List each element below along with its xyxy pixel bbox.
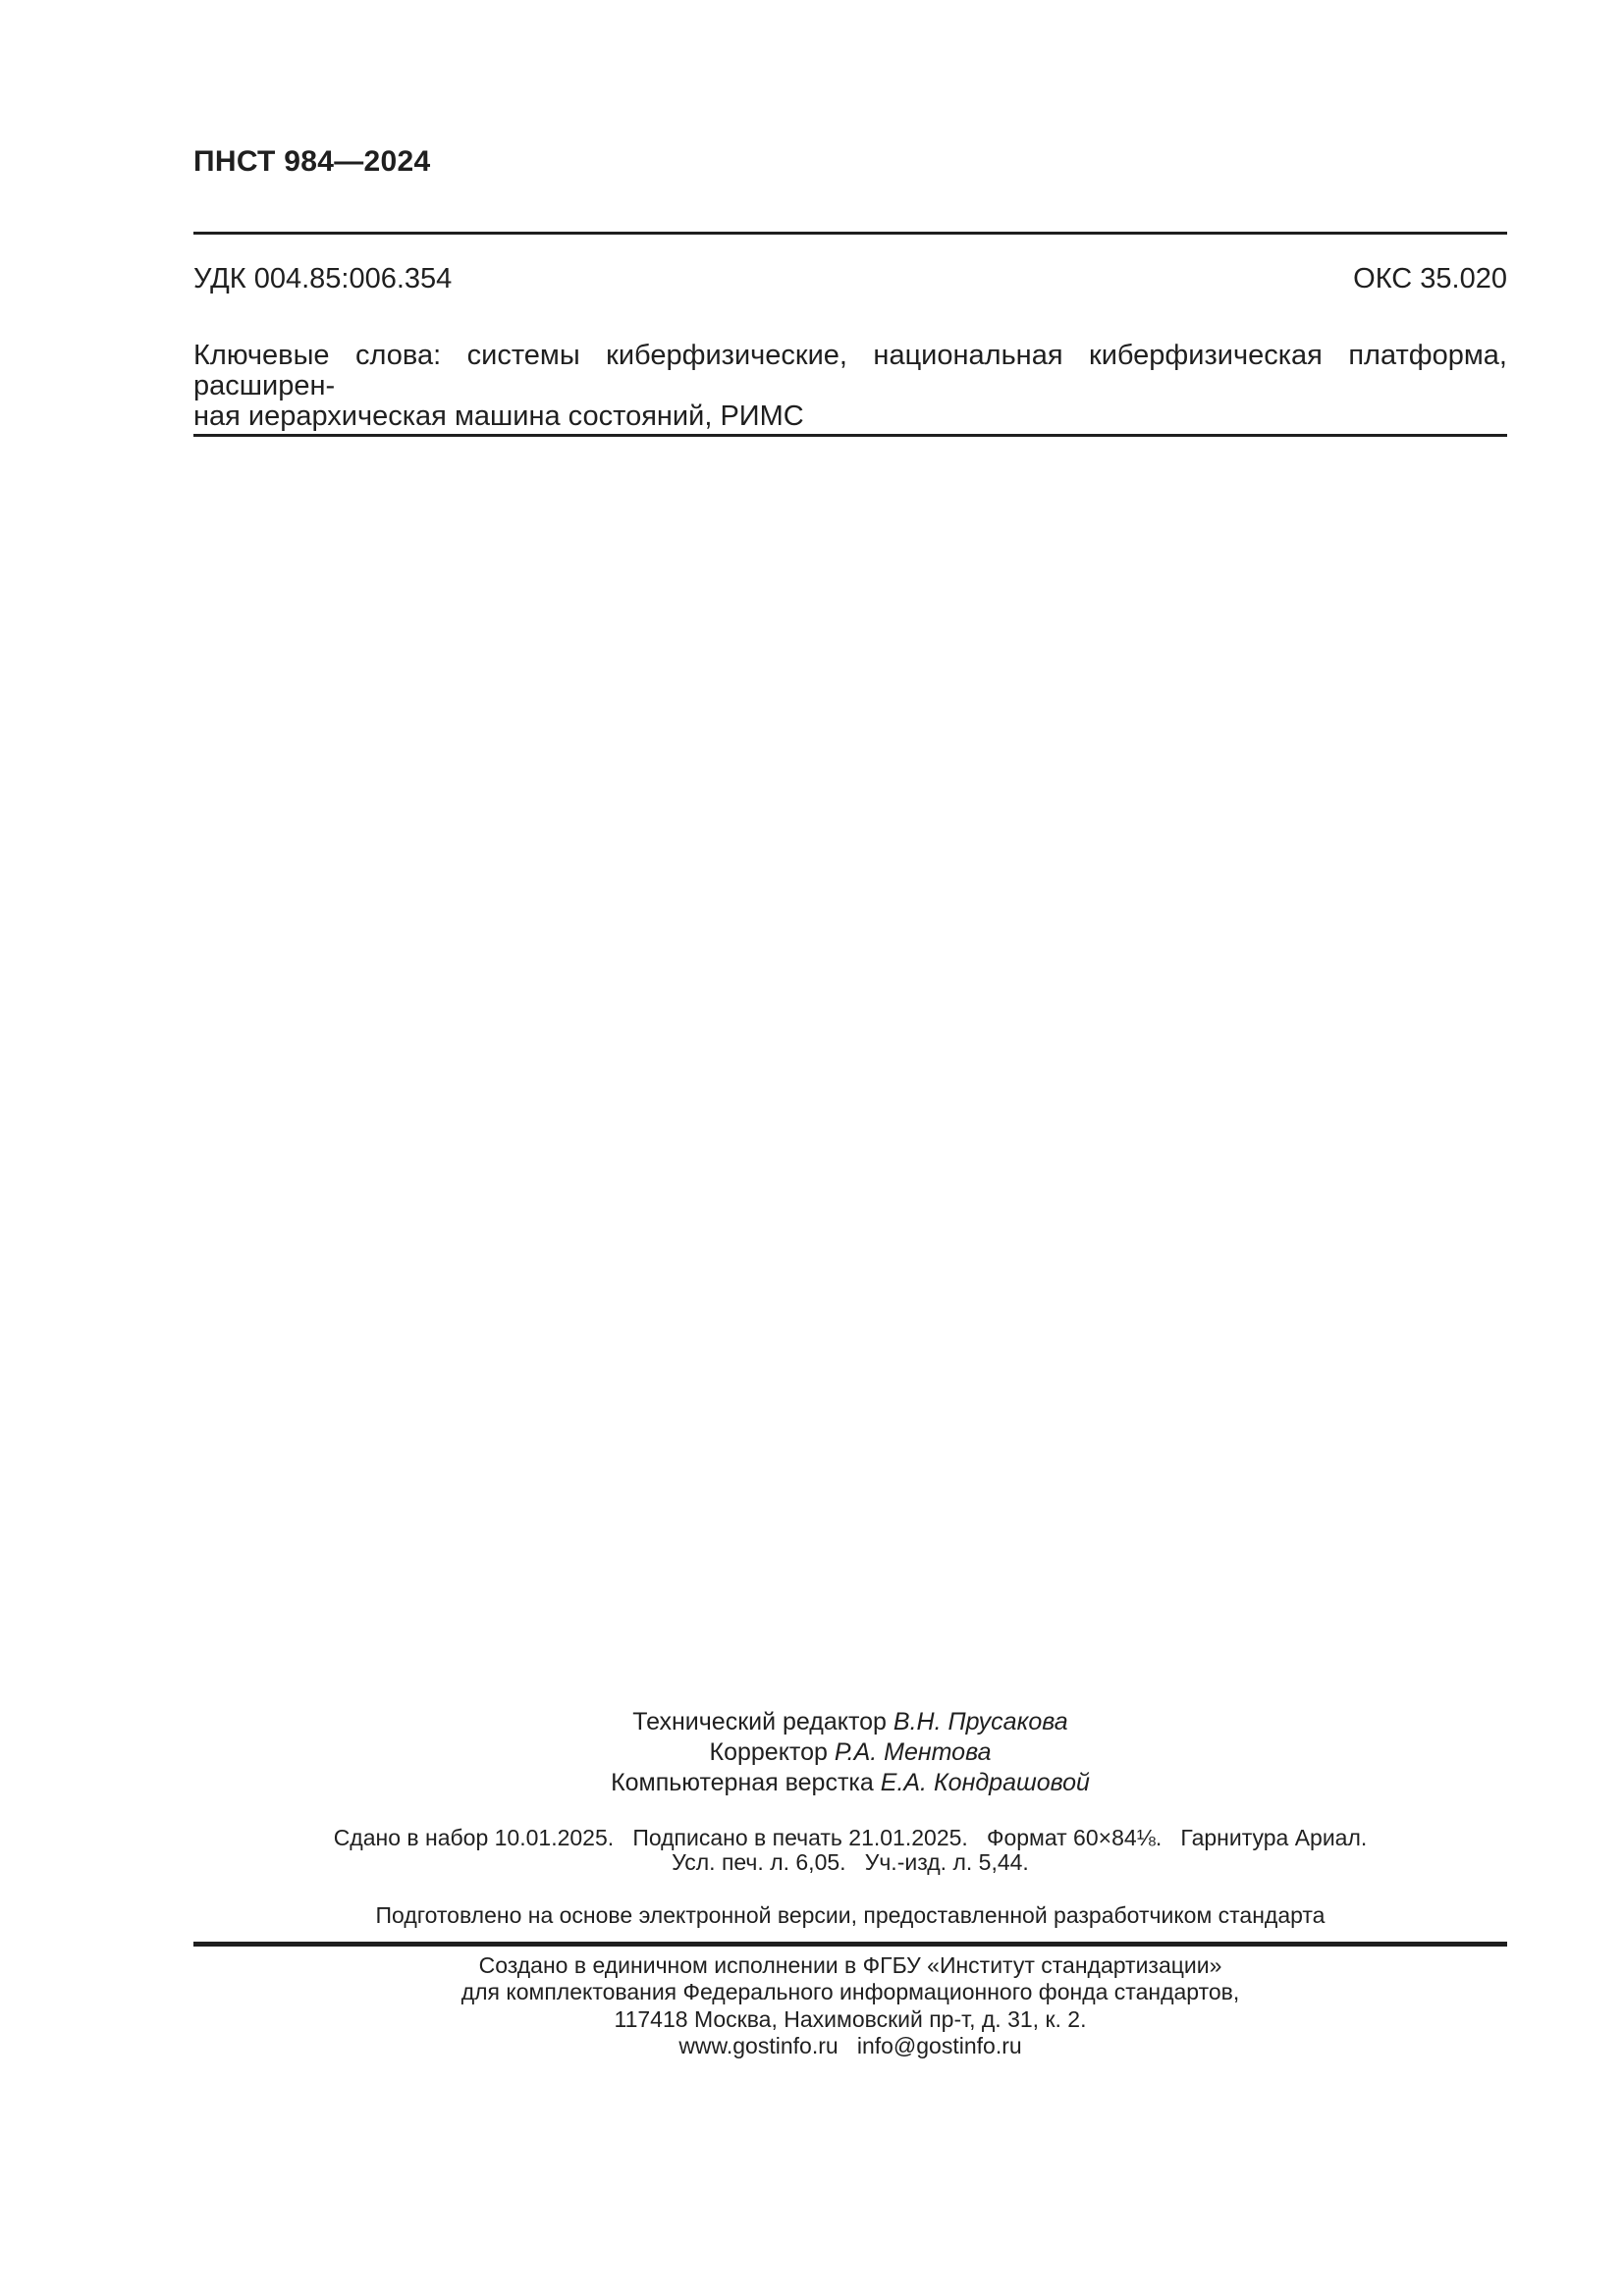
keywords-line-1: Ключевые слова: системы киберфизические, национальная киберфизическая платформа, расширен-: [193, 340, 1507, 401]
imprint-line-purpose: для комплектования Федерального информационного фонда стандартов,: [460, 1979, 1240, 2005]
classification-row: [193, 263, 1507, 294]
print-info-line-1: Сдано в набор 10.01.2025. Подписано в печать 21.01.2025. Формат 60×84⅛. Гарнитура Ариал.: [333, 1825, 1368, 1850]
keywords-divider: [193, 434, 1507, 437]
credit-line-layout: [193, 1768, 1507, 1798]
credit-line-corrector: [193, 1737, 1507, 1768]
imprint-block: [193, 1952, 1507, 2059]
credit-line-technical-editor: [193, 1707, 1507, 1737]
udc-code: УДК 004.85:006.354: [193, 263, 453, 294]
credit-role: Технический редактор: [632, 1708, 887, 1735]
keywords-paragraph: [193, 341, 1507, 432]
print-info-line-2: Усл. печ. л. 6,05. Уч.-изд. л. 5,44.: [672, 1849, 1029, 1875]
document-code: ПНСТ 984—2024: [193, 145, 431, 178]
credit-name: Р.А. Ментова: [834, 1738, 992, 1766]
credits-block: [193, 1707, 1507, 1798]
imprint-line-address: 117418 Москва, Нахимовский пр-т, д. 31, к. 2.: [614, 2005, 1087, 2032]
imprint-divider: [193, 1942, 1507, 1947]
print-info-block: [193, 1826, 1507, 1875]
credit-name: В.Н. Прусакова: [893, 1708, 1068, 1735]
credit-role: Корректор: [709, 1738, 828, 1766]
imprint-line-organization: Создано в единичном исполнении в ФГБУ «Институт стандартизации»: [478, 1952, 1222, 1978]
credit-role: Компьютерная верстка: [611, 1769, 874, 1796]
credit-name: Е.А. Кондрашовой: [880, 1769, 1090, 1796]
header-divider: [193, 232, 1507, 235]
oks-code: ОКС 35.020: [1353, 263, 1507, 294]
keywords-line-2: ная иерархическая машина состояний, РИМС: [193, 400, 804, 432]
imprint-line-contacts: www.gostinfo.ru info@gostinfo.ru: [678, 2032, 1022, 2058]
prepared-note: Подготовлено на основе электронной версии, предоставленной разработчиком стандарта: [375, 1902, 1326, 1928]
